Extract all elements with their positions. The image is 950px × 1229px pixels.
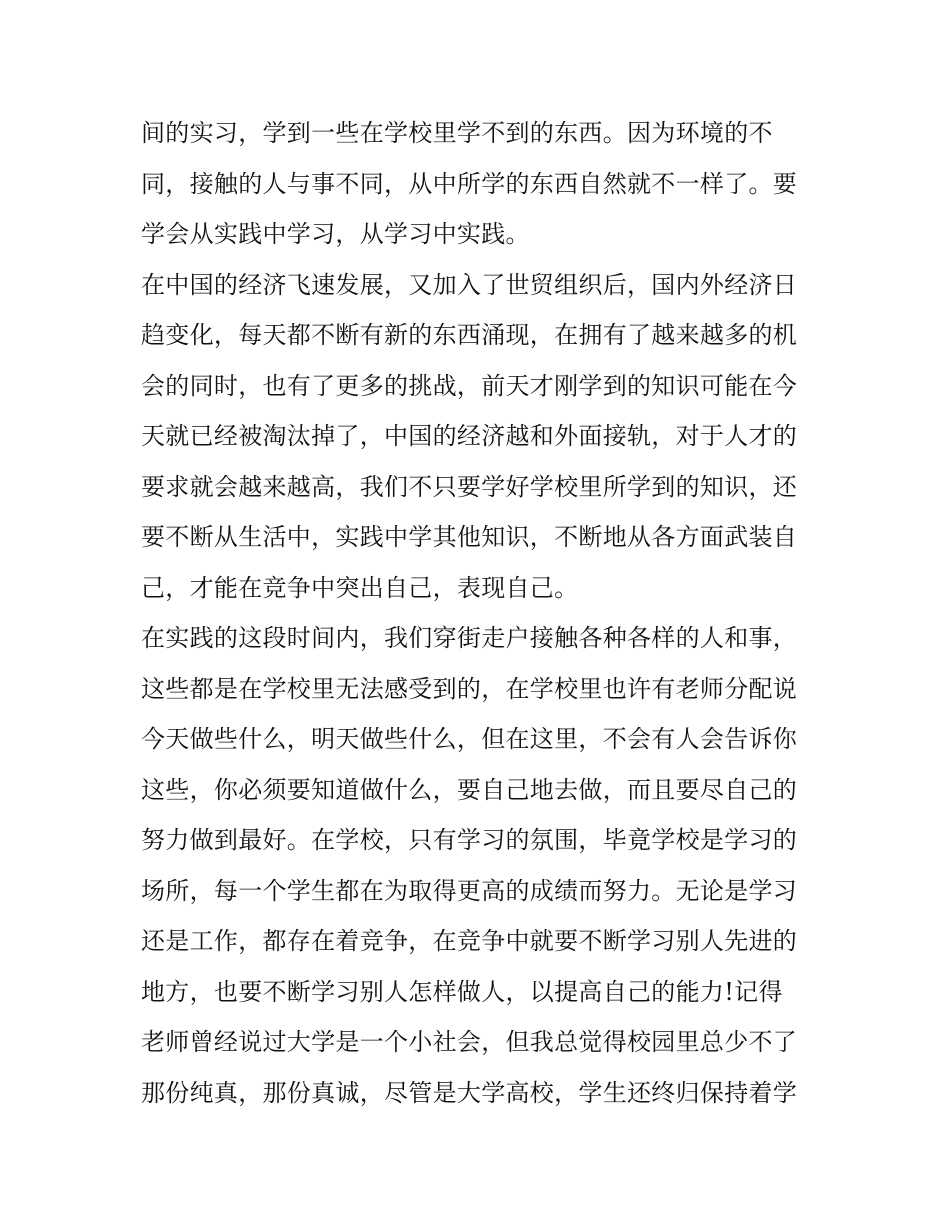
text-line: 间的实习，学到一些在学校里学不到的东西。因为环境的不	[141, 119, 773, 147]
text-line: 同，接触的人与事不同，从中所学的东西自然就不一样了。要	[141, 169, 798, 198]
text-line: 会的同时，也有了更多的挑战，前天才刚学到的知识可能在今	[141, 371, 798, 400]
text-line: 趋变化，每天都不断有新的东西涌现，在拥有了越来越多的机	[141, 321, 798, 349]
text-line: 在实践的这段时间内，我们穿街走户接触各种各样的人和事，	[141, 624, 798, 652]
text-line: 己，才能在竞争中突出自己，表现自己。	[141, 573, 579, 602]
text-line: 在中国的经济飞速发展，又加入了世贸组织后，国内外经济日	[141, 270, 798, 299]
text-line: 地方，也要不断学习别人怎样做人，以提高自己的能力!记得	[141, 977, 783, 1006]
text-line: 天就已经被淘汰掉了，中国的经济越和外面接轨，对于人才的	[141, 422, 798, 450]
text-line: 这些都是在学校里无法感受到的，在学校里也许有老师分配说	[141, 674, 798, 703]
text-line: 要不断从生活中，实践中学其他知识，不断地从各方面武装自	[141, 523, 798, 551]
text-line: 这些，你必须要知道做什么，要自己地去做，而且要尽自己的	[141, 775, 798, 804]
text-line: 今天做些什么，明天做些什么，但在这里，不会有人会告诉你	[141, 725, 798, 753]
text-line: 那份纯真，那份真诚，尽管是大学高校，学生还终归保持着学	[141, 1078, 798, 1107]
text-line: 努力做到最好。在学校，只有学习的氛围，毕竟学校是学习的	[141, 826, 798, 854]
body-text	[141, 108, 813, 1118]
text-line: 还是工作，都存在着竞争，在竞争中就要不断学习别人先进的	[141, 927, 798, 955]
text-line: 老师曾经说过大学是一个小社会，但我总觉得校园里总少不了	[141, 1028, 798, 1056]
text-line: 学会从实践中学习，从学习中实践。	[141, 220, 530, 248]
text-line: 要求就会越来越高，我们不只要学好学校里所学到的知识，还	[141, 472, 798, 501]
text-line: 场所，每一个学生都在为取得更高的成绩而努力。无论是学习	[141, 876, 798, 905]
